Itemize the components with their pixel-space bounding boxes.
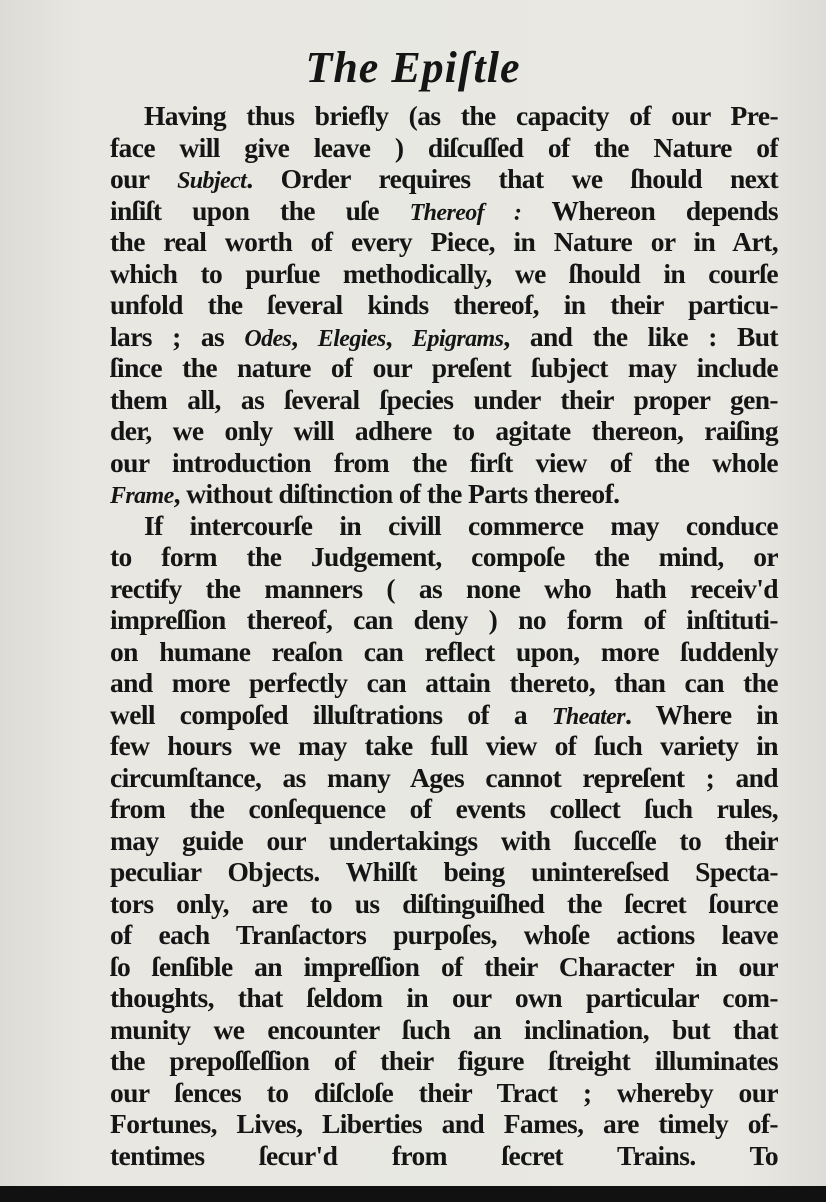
text-run: inſiſt upon the uſe	[110, 194, 410, 226]
text-run: the prepoſſeſſion of their figure ſtreight illuminates	[110, 1045, 778, 1076]
text-line	[110, 573, 778, 605]
text-run: them all, as ſeveral ſpecies under their proper gen-	[110, 383, 778, 415]
text-line	[110, 856, 778, 888]
text-run: Whereon depends	[521, 194, 778, 226]
text-line	[110, 1014, 778, 1046]
text-run: circumſtance, as many Ages cannot repreſent ; and	[110, 761, 778, 793]
text-line	[110, 1108, 778, 1140]
text-line	[110, 541, 778, 573]
italic-word: Epigrams	[412, 325, 504, 352]
text-line	[110, 195, 778, 227]
text-run: peculiar Objects. Whilſt being unintereſsed Specta-	[110, 856, 778, 887]
text-line	[110, 132, 778, 164]
text-run: of each Tranſactors purpoſes, whoſe actions leave	[110, 919, 778, 950]
text-run: thoughts, that ſeldom in our own particular com-	[110, 982, 778, 1013]
text-run: to form the Judgement, compoſe the mind, or	[110, 541, 778, 572]
text-line	[110, 982, 778, 1014]
text-run: well compoſed illuſtrations of a	[110, 698, 552, 730]
text-line	[110, 699, 778, 731]
text-run: which to purſue methodically, we ſhould in courſe	[110, 257, 778, 289]
text-line	[110, 667, 778, 699]
text-line	[110, 384, 778, 416]
text-line	[110, 951, 778, 983]
italic-word: Subject	[177, 168, 247, 194]
text-run: If intercourſe in civill commerce may conduce	[144, 509, 778, 541]
text-run: from the conſequence of events collect ſuch rules,	[110, 793, 778, 824]
text-line	[110, 100, 778, 132]
text-run: our introduction from the firſt view of the whole	[110, 446, 778, 478]
italic-word: Thereof :	[409, 199, 522, 226]
text-run: , and the like : But	[503, 320, 778, 352]
page-body-text	[110, 100, 778, 1171]
text-run: our ſences to diſcloſe their Tract ; whereby our	[110, 1076, 778, 1108]
text-line	[110, 289, 778, 321]
text-line	[110, 1045, 778, 1077]
text-run: few hours we may take full view of ſuch variety in	[110, 730, 778, 761]
text-line	[110, 636, 778, 668]
scan-border	[0, 1186, 826, 1202]
text-run: munity we encounter ſuch an inclination, but that	[110, 1013, 778, 1045]
text-line	[110, 604, 778, 636]
text-run: Having thus briefly (as the capacity of our Pre-	[144, 100, 778, 131]
italic-word: Theater	[551, 703, 625, 730]
page-title: The Epiſtle	[305, 43, 521, 92]
text-run: our	[110, 163, 178, 194]
text-line	[110, 762, 778, 794]
text-run: face will give leave ) diſcuſſed of the Nature of	[110, 131, 778, 163]
text-run: . Where in	[624, 698, 778, 730]
text-line	[110, 415, 778, 447]
text-line	[110, 510, 778, 542]
text-line	[110, 730, 778, 762]
text-run: Fortunes, Lives, Liberties and Fames, are timely of-	[110, 1108, 778, 1139]
text-run: and more perfectly can attain thereto, than can the	[110, 667, 778, 698]
italic-word: Elegies	[317, 325, 386, 352]
text-line	[110, 163, 778, 195]
text-run: ,	[385, 320, 413, 352]
text-line	[110, 825, 778, 857]
text-line	[110, 919, 778, 951]
text-line	[110, 1140, 778, 1172]
text-line	[110, 352, 778, 384]
text-run: , without diſtinction of the Parts thereof.	[173, 478, 620, 509]
text-run: ,	[291, 320, 318, 352]
text-run: on humane reaſon can reflect upon, more ſuddenly	[110, 635, 778, 667]
text-run: unfold the ſeveral kinds thereof, in their particu-	[110, 289, 778, 320]
text-run: der, we only will adhere to agitate thereon, raiſing	[110, 415, 778, 446]
text-line	[110, 888, 778, 920]
italic-word: Odes	[244, 325, 292, 352]
text-line	[110, 226, 778, 258]
text-run: ſo ſenſible an impreſſion of their Character in our	[110, 950, 778, 982]
text-run: the real worth of every Piece, in Nature or in Art,	[110, 226, 778, 257]
text-run: impreſſion thereof, can deny ) no form of inſtituti-	[110, 604, 778, 635]
text-run: . Order requires that we ſhould next	[246, 163, 778, 194]
text-run: lars ; as	[110, 320, 245, 352]
text-run: may guide our undertakings with ſucceſſe to their	[110, 824, 778, 856]
text-line	[110, 321, 778, 353]
text-run: ſince the nature of our preſent ſubject may include	[110, 352, 778, 383]
text-line	[110, 793, 778, 825]
text-line	[110, 447, 778, 479]
text-line	[110, 478, 778, 510]
text-run: tentimes ſecur'd from ſecret Trains. To	[110, 1139, 778, 1171]
text-run: tors only, are to us diſtinguiſhed the ſecret ſource	[110, 887, 778, 919]
italic-word: Frame	[110, 483, 174, 509]
text-run: rectify the manners ( as none who hath receiv'd	[110, 572, 778, 604]
text-line	[110, 258, 778, 290]
text-line	[110, 1077, 778, 1109]
